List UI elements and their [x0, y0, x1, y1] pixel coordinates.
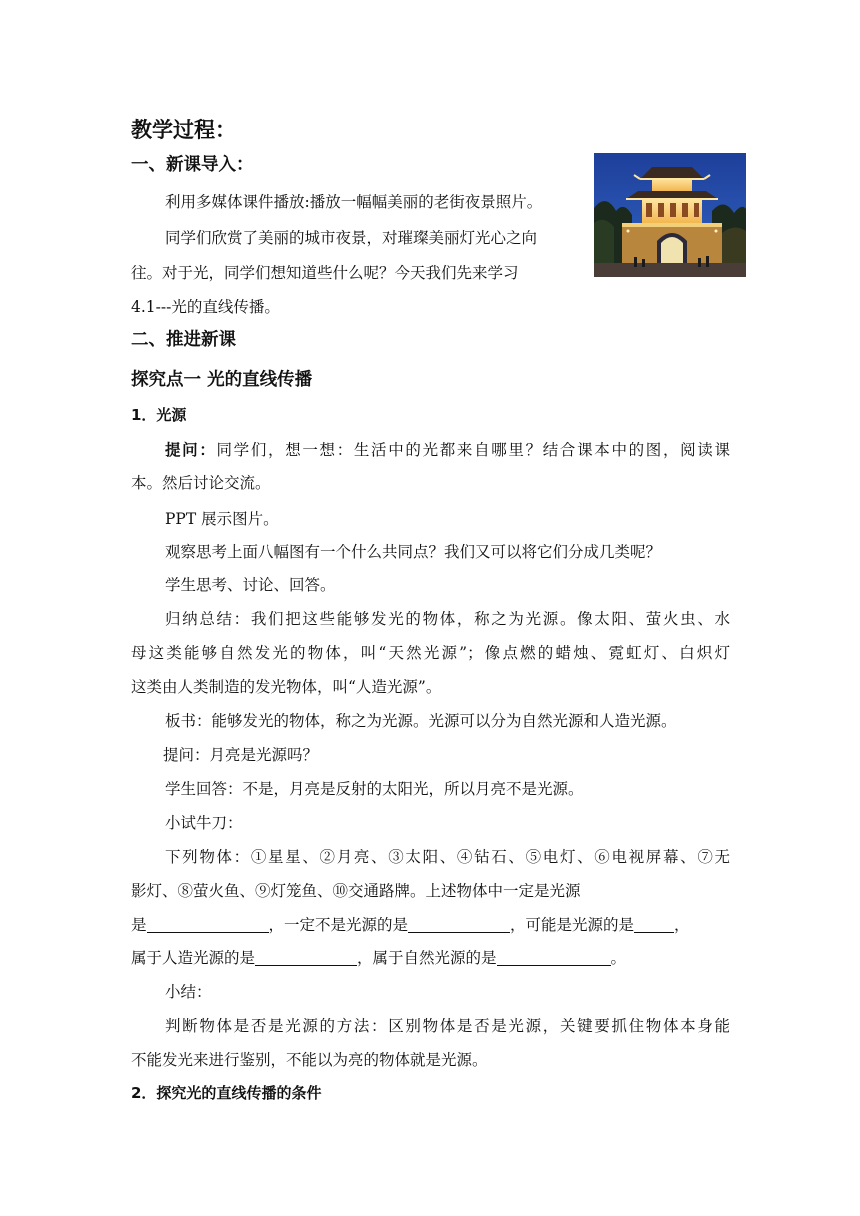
answer-blank[interactable] — [147, 916, 269, 933]
paragraph-line: 小结： — [165, 983, 212, 1001]
paragraph-line: 本。然后讨论交流。 — [131, 474, 271, 492]
paragraph-line: 小试牛刀： — [165, 814, 243, 832]
item-heading-light-source: 1．光源 — [131, 406, 187, 424]
section-heading-new-lesson: 二、推进新课 — [131, 330, 236, 350]
paragraph-line: 学生思考、讨论、回答。 — [165, 576, 336, 594]
paragraph-line: 同学们欣赏了美丽的城市夜景，对璀璨美丽灯光心之向 — [165, 229, 538, 247]
subsection-heading: 探究点一 光的直线传播 — [131, 370, 313, 390]
answer-blank[interactable] — [408, 916, 510, 933]
answer-blank[interactable] — [497, 949, 611, 966]
page-title: 教学过程： — [131, 118, 236, 142]
paragraph-line: PPT 展示图片。 — [165, 510, 279, 528]
paragraph-line: 下列物体：①星星、②月亮、③太阳、④钻石、⑤电灯、⑥电视屏幕、⑦无 — [165, 848, 730, 866]
question-label: 提问： — [165, 441, 217, 459]
paragraph-line: 学生回答：不是，月亮是反射的太阳光，所以月亮不是光源。 — [165, 780, 584, 798]
paragraph-line: 影灯、⑧萤火鱼、⑨灯笼鱼、⑩交通路牌。上述物体中一定是光源 — [131, 882, 581, 900]
fill-blank-line: 是 ，一定不是光源的是 ，可能是光源的是 ， — [131, 916, 690, 934]
fill-blank-line: 属于人造光源的是 ，属于自然光源的是 。 — [131, 949, 627, 967]
paragraph-line: 不能发光来进行鉴别，不能以为亮的物体就是光源。 — [131, 1051, 488, 1069]
gate-illustration — [594, 153, 746, 277]
paragraph-line: 利用多媒体课件播放:播放一幅幅美丽的老街夜景照片。 — [165, 193, 543, 211]
answer-blank[interactable] — [634, 916, 674, 933]
paragraph-line: 提问：同学们，想一想：生活中的光都来自哪里？结合课本中的图，阅读课 — [165, 441, 730, 459]
paragraph-line: 4.1---光的直线传播。 — [131, 298, 280, 316]
night-street-gate-photo — [594, 153, 746, 277]
paragraph-line: 提问：月亮是光源吗？ — [163, 746, 319, 764]
paragraph-line: 往。对于光，同学们想知道些什么呢？今天我们先来学习 — [131, 264, 519, 282]
paragraph-line: 观察思考上面八幅图有一个什么共同点？我们又可以将它们分成几类呢？ — [165, 543, 662, 561]
section-heading-intro: 一、新课导入： — [131, 155, 254, 175]
paragraph-line: 这类由人类制造的发光物体，叫“人造光源”。 — [131, 678, 442, 696]
item-heading-propagation-conditions: 2．探究光的直线传播的条件 — [131, 1084, 322, 1102]
answer-blank[interactable] — [255, 949, 357, 966]
paragraph-line: 判断物体是否是光源的方法：区别物体是否是光源，关键要抓住物体本身能 — [165, 1017, 730, 1035]
paragraph-line: 归纳总结：我们把这些能够发光的物体，称之为光源。像太阳、萤火虫、水 — [165, 610, 730, 628]
paragraph-line: 母这类能够自然发光的物体，叫“天然光源”；像点燃的蜡烛、霓虹灯、白炽灯 — [131, 644, 730, 662]
paragraph-line: 板书：能够发光的物体，称之为光源。光源可以分为自然光源和人造光源。 — [165, 712, 677, 730]
